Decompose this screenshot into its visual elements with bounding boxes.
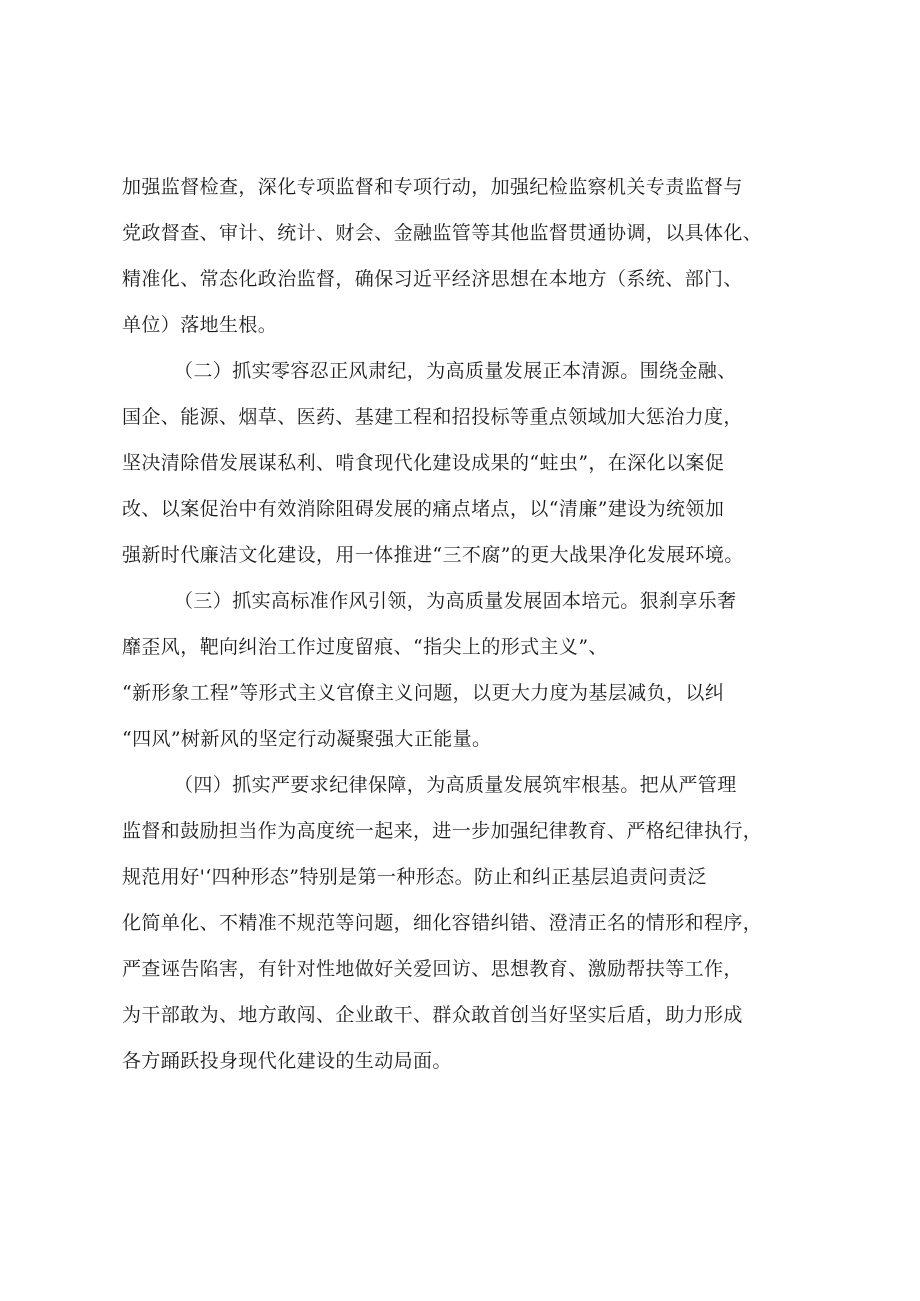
text-line: 强新时代廉洁文化建设，用一体推进“三不腐”的更大战果净化发展环境。 (122, 544, 744, 566)
text-line: “四风”树新风的坚定行动凝聚强大正能量。 (122, 728, 492, 750)
text-line: 改、以案促治中有效消除阻碍发展的痛点堵点，以“清廉”建设为统领加 (122, 498, 725, 520)
text-line: 党政督查、审计、统计、财会、金融监管等其他监督贯通协调，以具体化、 (122, 222, 763, 244)
text-line: 各方踊跃投身现代化建设的生动局面。 (122, 1050, 452, 1072)
text-line: 为干部敢为、地方敢闯、企业敢干、群众敢首创当好坚实后盾，助力形成 (122, 1004, 743, 1026)
text-line: （四）抓实严要求纪律保障，为高质量发展筑牢根基。把从严管理 (174, 774, 737, 796)
paragraph-2 (122, 348, 812, 578)
text-line: 精准化、常态化政治监督，确保习近平经济思想在本地方（系统、部门、 (122, 268, 743, 290)
text-line: 加强监督检查，深化专项监督和专项行动，加强纪检监察机关专责监督与 (122, 176, 743, 198)
text-line: （二）抓实零容忍正风肃纪，为高质量发展正本清源。围绕金融、 (174, 360, 737, 382)
text-line: 化简单化、不精准不规范等问题，细化容错纠错、澄清正名的情形和程序， (122, 912, 763, 934)
text-line: 规范用好'‘四种形态”特别是第一种形态。防止和纠正基层追责问责泛 (122, 866, 707, 888)
paragraph-1 (122, 164, 812, 348)
text-line: 靡歪风，靶向纠治工作过度留痕、“指尖上的形式主义”、 (122, 636, 608, 658)
text-line: 国企、能源、烟草、医药、基建工程和招投标等重点领域加大惩治力度， (122, 406, 743, 428)
text-line: “新形象工程”等形式主义官僚主义问题，以更大力度为基层减负，以纠 (122, 682, 725, 704)
text-line: 单位）落地生根。 (122, 314, 278, 336)
text-line: 监督和鼓励担当作为高度统一起来，进一步加强纪律教育、严格纪律执行， (122, 820, 763, 842)
text-line: 坚决清除借发展谋私利、啃食现代化建设成果的“蛀虫”，在深化以案促 (122, 452, 725, 474)
paragraph-4 (122, 762, 812, 1084)
text-line: （三）抓实高标准作风引领，为高质量发展固本培元。狠刹享乐奢 (174, 590, 737, 612)
text-line: 严查诬告陷害，有针对性地做好关爱回访、思想教育、激励帮扶等工作， (122, 958, 743, 980)
document-body (122, 164, 812, 1084)
paragraph-3 (122, 578, 812, 762)
